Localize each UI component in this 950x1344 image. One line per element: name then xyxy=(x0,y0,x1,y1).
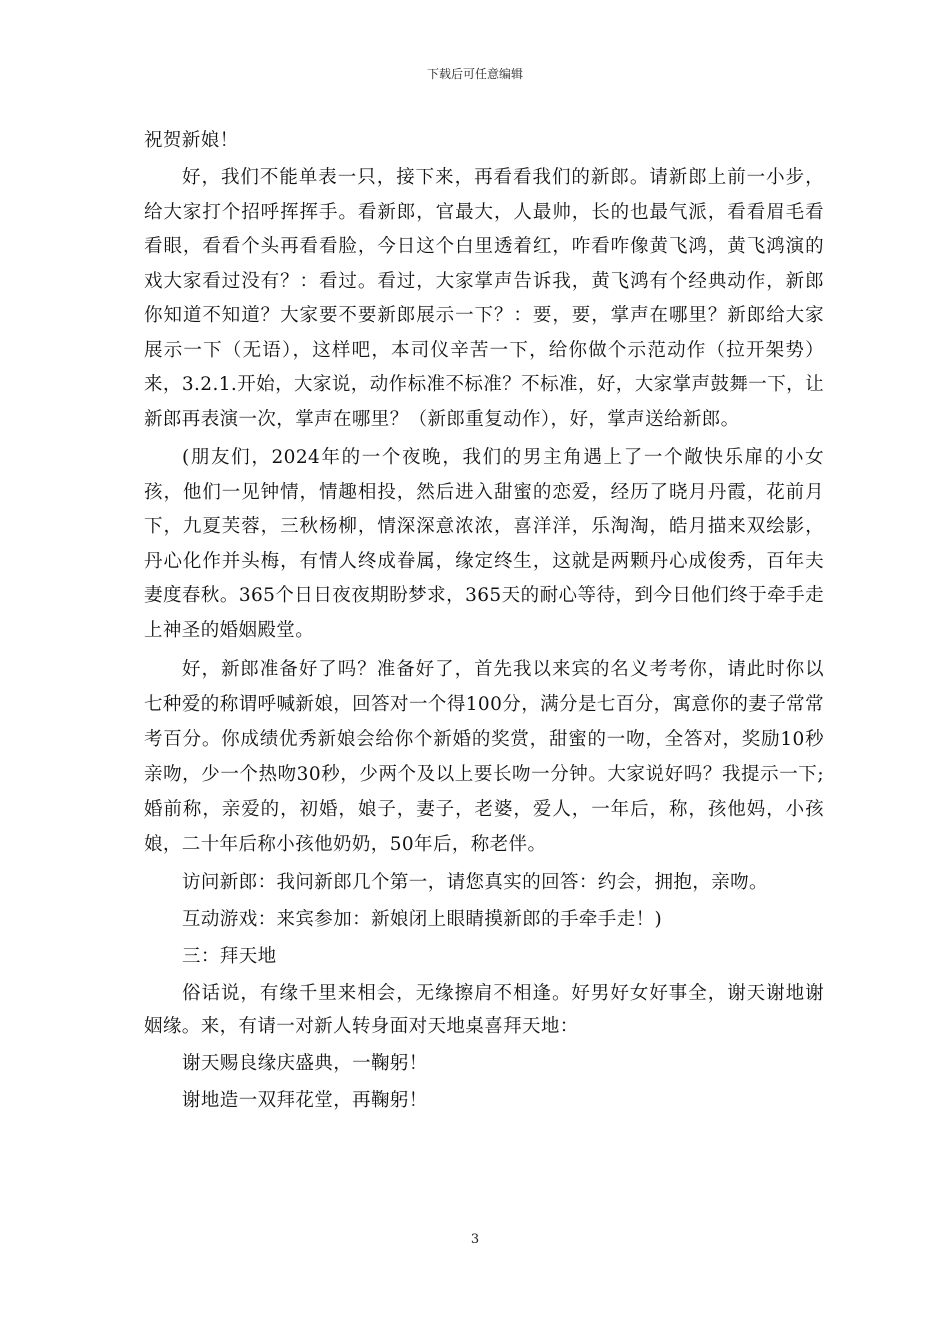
paragraph-worship-intro: 俗话说，有缘千里来相会，无缘擦肩不相逢。好男好女好事全，谢天谢地谢姻缘。来，有请一对新人转身面对天地桌喜拜天地： xyxy=(144,983,824,1037)
paragraph-interview-groom: 访问新郎：我问新郎几个第一，请您真实的回答：约会，拥抱，亲吻。 xyxy=(182,872,768,893)
paragraph-first-bow: 谢天赐良缘庆盛典，一鞠躬！ xyxy=(182,1053,428,1074)
paragraph-congratulate-bride: 祝贺新娘！ xyxy=(144,130,239,151)
page-number: 3 xyxy=(470,1232,480,1247)
paragraph-groom-intro: 好，我们不能单表一只，接下来，再看看我们的新郎。请新郎上前一小步，给大家打个招呼挥挥手。看新郎，官最大，人最帅，长的也最气派，看看眉毛看看眼，看看个头再看看脸，今日这个白里透着红，咋看咋像黄飞鸿，黄飞鸿演的戏大家看过没有？：看过。看过，大家掌声告诉我，黄飞鸿有个经典动作，新郎你知道不知道？大家要不要新郎展示一下？：要，要，掌声在哪里？新郎给大家展示一下（无语），这样吧，本司仪辛苦一下，给你做个示范动作（拉开架势）来，3.2.1.开始，大家说，动作标准不标准？不标准，好，大家掌声鼓舞一下，让新郎再表演一次，掌声在哪里？（新郎重复动作），好，掌声送给新郎。 xyxy=(144,167,824,430)
paragraph-second-bow: 谢地造一双拜花堂，再鞠躬！ xyxy=(182,1090,428,1111)
section-heading-worship: 三：拜天地 xyxy=(182,946,277,967)
document-body xyxy=(144,124,824,1121)
page-header: 下载后可任意编辑 xyxy=(426,67,523,81)
paragraph-love-story: (朋友们，2024年的一个夜晚，我们的男主角遇上了一个敞快乐扉的小女孩，他们一见钟情，情趣相投，然后进入甜蜜的恋爱，经历了晓月丹霞，花前月下，九夏芙蓉，三秋杨柳，情深深意浓浓，喜洋洋，乐淘淘，皓月描来双绘影，丹心化作并头梅，有情人终成眷属，缘定终生，这就是两颗丹心成俊秀，百年夫妻度春秋。365个日日夜夜期盼梦求，365天的耐心等待，到今日他们终于牵手走上神圣的婚姻殿堂。 xyxy=(144,447,824,641)
paragraph-interactive-game: 互动游戏：来宾参加：新娘闭上眼睛摸新郎的手牵手走！) xyxy=(182,909,663,930)
paragraph-groom-quiz: 好，新郎准备好了吗？准备好了，首先我以来宾的名义考考你，请此时你以七种爱的称谓呼喊新娘，回答对一个得100分，满分是七百分，寓意你的妻子常常考百分。你成绩优秀新娘会给你个新婚的奖赏，甜蜜的一吻，全答对，奖励10秒亲吻，少一个热吻30秒，少两个及以上要长吻一分钟。大家说好吗？我提示一下;婚前称，亲爱的，初婚，娘子，妻子，老婆，爱人，一年后，称，孩他妈，小孩娘，二十年后称小孩他奶奶，50年后，称老伴。 xyxy=(144,659,824,855)
